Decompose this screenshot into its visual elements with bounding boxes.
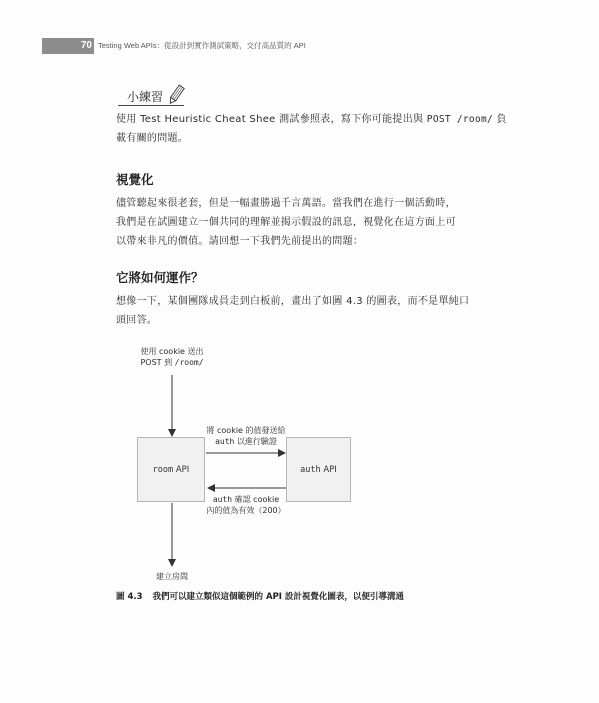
exercise-line-1-prefix: 使用 Test Heuristic Cheat Shee 測試參照表，寫下你可能提出與 xyxy=(116,114,424,125)
diagram-label-cookie-valid xyxy=(203,494,289,516)
room-api-code: room xyxy=(152,464,174,475)
section-heading-visualization: 視覺化 xyxy=(116,172,154,187)
auth-api-suffix: API xyxy=(323,464,337,475)
how-it-works-line-1: 想像一下，某個團隊成員走到白板前，畫出了如圖 4.3 的圖表，而不是單純口 xyxy=(116,296,470,307)
visualization-paragraph xyxy=(116,194,498,251)
visualization-line-3: 以帶來非凡的價值。請回想一下我們先前提出的問題： xyxy=(116,236,364,247)
running-head: Testing Web APIs：從設計到實作測試策略，交付高品質的 API xyxy=(98,41,306,50)
auth-api-box xyxy=(286,437,351,502)
send-post-line-1: 使用 cookie 送出 xyxy=(140,347,204,356)
how-it-works-paragraph xyxy=(116,292,498,330)
send-cookie-line-2-code: auth xyxy=(215,437,235,446)
exercise-line-1-code: POST /room/ xyxy=(426,114,494,125)
diagram-label-create-room: 建立房間 xyxy=(156,572,188,581)
exercise-title: 小練習 xyxy=(127,90,164,104)
section-heading-how-it-works: 它將如何運作？ xyxy=(116,270,204,285)
diagram-label-send-cookie xyxy=(203,425,289,447)
visualization-line-1: 儘管聽起來很老套，但是一幅畫勝過千言萬語。當我們在進行一個活動時， xyxy=(116,198,456,209)
how-it-works-line-2: 頭回答。 xyxy=(116,315,158,326)
exercise-underline xyxy=(118,105,184,106)
cookie-valid-line-1-suffix: 確認 cookie xyxy=(234,495,280,504)
exercise-line-1-suffix: 負 xyxy=(496,114,507,125)
room-api-suffix: API xyxy=(175,464,190,475)
exercise-paragraph xyxy=(116,110,507,148)
send-post-line-2-prefix: POST 到 xyxy=(140,358,173,367)
exercise-line-1 xyxy=(116,110,507,129)
cookie-valid-line-1-code: auth xyxy=(212,495,233,504)
figure-caption xyxy=(116,590,404,602)
figure-caption-number: 圖 4.3 xyxy=(116,592,143,602)
visualization-line-2: 我們是在試圖建立一個共同的理解並揭示假設的訊息，視覺化在這方面上可 xyxy=(116,217,456,228)
cookie-valid-line-2: 內的值為有效（200） xyxy=(206,506,286,515)
exercise-line-2: 載有關的問題。 xyxy=(116,133,189,144)
pencil-icon xyxy=(166,84,186,106)
room-api-box xyxy=(137,437,205,502)
diagram-label-send-post xyxy=(132,346,212,368)
auth-api-code: auth xyxy=(300,464,321,475)
send-post-line-2-code: /room/ xyxy=(174,358,204,367)
send-cookie-line-1: 將 cookie 的值發送給 xyxy=(206,426,286,435)
send-cookie-line-2-suffix: 以進行驗證 xyxy=(236,437,277,446)
page-number: 70 xyxy=(80,40,92,51)
figure-caption-text: 我們可以建立類似這個範例的 API 設計視覺化圖表，以便引導溝通 xyxy=(152,592,404,602)
